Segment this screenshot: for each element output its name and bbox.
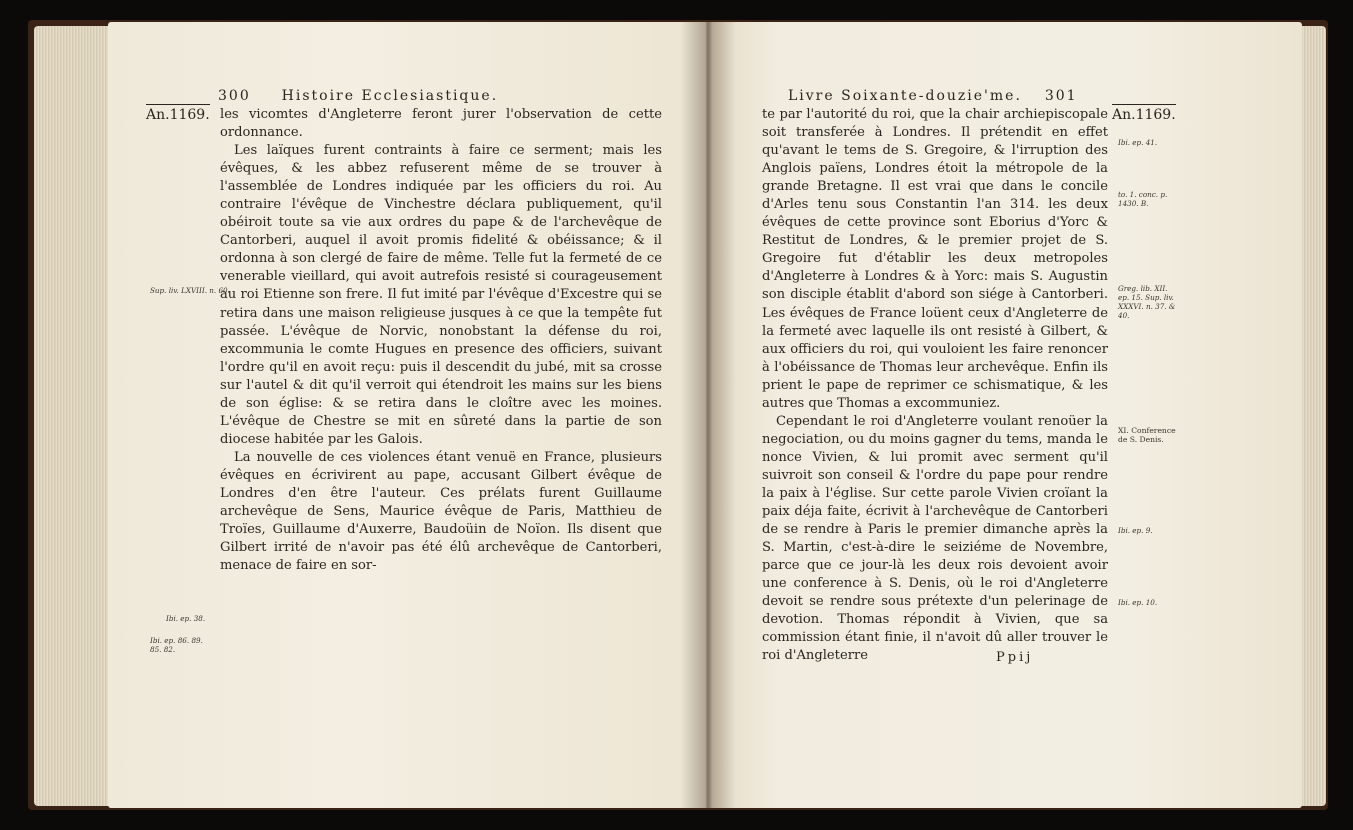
right-paragraph-1: te par l'autorité du roi, que la chair archiepiscopale soit transferée à Londres. Il prétendit en effet qu'avant le tems de S. Gregoire, & l'irruption des Anglois païens, Londres étoit la métropole de la grande Bretagne. Il est vrai que dans le concile d'Arles tenu sous Constantin l'an 314. les deux évêques de cette province sont Eborius d'Yorc & Restitut de Londres, & le premier projet de S. Gregoire fut d'établir les deux metropoles d'Angleterre à Londres & à Yorc: mais S. Augustin son disciple établit d'abord son siége à Cantorberi. Les évêques de France loüent ceux d'Angleterre de la fermeté avec laquelle ils ont resisté à Gilbert, & aux officiers du roi, qui vouloient les faire renoncer à l'obéissance de Thomas leur archevêque. Enfin ils prient le pape de reprimer ce schismatique, & les autres que Thomas a excommuniez. — [762, 107, 1108, 411]
left-paragraph-2: Les laïques furent contraints à faire ce serment; mais les évêques, & les abbez refuserent même de se trouver à l'assemblée de Londres indiquée par les officiers du roi. Au contraire l'évêque de Vinchestre déclara publiquement, qu'il obéiroit toute sa vie aux ordres du pape & de l'archevêque de Cantorberi, auquel il avoit promis fidelité & obéissance; & il ordonna à son clergé de faire de même. Telle fut la fermeté de ce venerable vieillard, qui avoit autrefois resisté si courageusement au roi Etienne son frere. Il fut imité par l'évêque d'Excestre qui se retira dans une maison religieuse jusques à ce que la tempête fut passée. L'évêque de Norvic, nonobstant la défense du roi, excommunia le comte Hugues en presence des officiers, suivant l'ordre qu'il en avoit reçu: puis il descendit du jubé, mit sa crosse sur l'autel & dit qu'il verroit qui étendroit les mains sur les biens de son église: & se retira dans le cloître avec les moines. L'évêque de Chestre se mit en sûreté dans la partie de son diocese habitée par les Galois. — [220, 143, 662, 447]
page-edges-left — [34, 26, 112, 806]
right-margin-note-4: XI. Conference de S. Denis. — [1118, 426, 1176, 444]
year-marker-left: An.1169. — [146, 104, 210, 123]
right-running-head — [788, 88, 1078, 104]
right-margin-note-2: to. 1. conc. p. 1430. B. — [1118, 190, 1168, 208]
right-page — [706, 22, 1302, 808]
right-page-number: 301 — [1044, 88, 1078, 104]
left-page-number: 300 — [218, 88, 251, 104]
left-page — [108, 22, 720, 808]
left-running-title: Histoire Ecclesiastique. — [281, 88, 499, 104]
right-margin-note-3: Greg. lib. XII. ep. 15. Sup. liv. XXXVI. n. 37. & 40. — [1118, 284, 1176, 320]
left-margin-note-3: Ibi. ep. 86. 89. 85. 82. — [150, 636, 203, 654]
left-paragraph-3: La nouvelle de ces violences étant venuë en France, plusieurs évêques en écrivirent au pape, accusant Gilbert évêque de Londres d'en être l'auteur. Ces prélats furent Guillaume archevêque de Sens, Maurice évêque de Paris, Matthieu de Troïes, Guillaume d'Auxerre, Baudoüin de Noïon. Ils disent que Gilbert irrité de n'avoir pas été élû archevêque de Cantorberi, menace de faire en sor- — [220, 449, 662, 574]
left-margin-note-1: Sup. liv. LXVIII. n. 60. — [150, 286, 230, 295]
right-paragraph-2: Cependant le roi d'Angleterre voulant renoüer la negociation, ou du moins gagner du tems, manda le nonce Vivien, & lui promit avec serment qu'il suivroit son conseil & l'ordre du pape pour rendre la paix à l'église. Sur cette parole Vivien croïant la paix déja faite, écrivit à l'archevêque de Cantorberi de se rendre à Paris le premier dimanche après la S. Martin, c'est-à-dire le seiziéme de Novembre, parce que ce jour-là les deux rois devoient avoir une conference à S. Denis, où le roi d'Angleterre devoit se rendre sous prétexte d'un pelerinage de devotion. Thomas répondit à Vivien, que sa commission étant finie, il n'avoit dû aller trouver le roi d'Angleterre — [762, 413, 1108, 664]
signature-mark: Ppij — [996, 650, 1034, 665]
right-running-title: Livre Soixante-douzie'me. — [788, 88, 1022, 104]
left-text-column — [220, 106, 662, 575]
left-margin-note-2: Ibi. ep. 38. — [166, 614, 206, 623]
book-gutter — [680, 22, 736, 808]
right-margin-note-6: Ibi. ep. 10. — [1118, 598, 1158, 607]
left-running-head — [218, 88, 498, 104]
book-spread — [28, 20, 1328, 810]
left-paragraph-1: les vicomtes d'Angleterre feront jurer l'observation de cette ordonnance. — [220, 107, 662, 141]
right-margin-note-1: Ibi. ep. 41. — [1118, 138, 1158, 147]
right-margin-note-5: Ibi. ep. 9. — [1118, 526, 1153, 535]
right-text-column — [762, 106, 1108, 665]
year-marker-right: An.1169. — [1112, 104, 1176, 123]
